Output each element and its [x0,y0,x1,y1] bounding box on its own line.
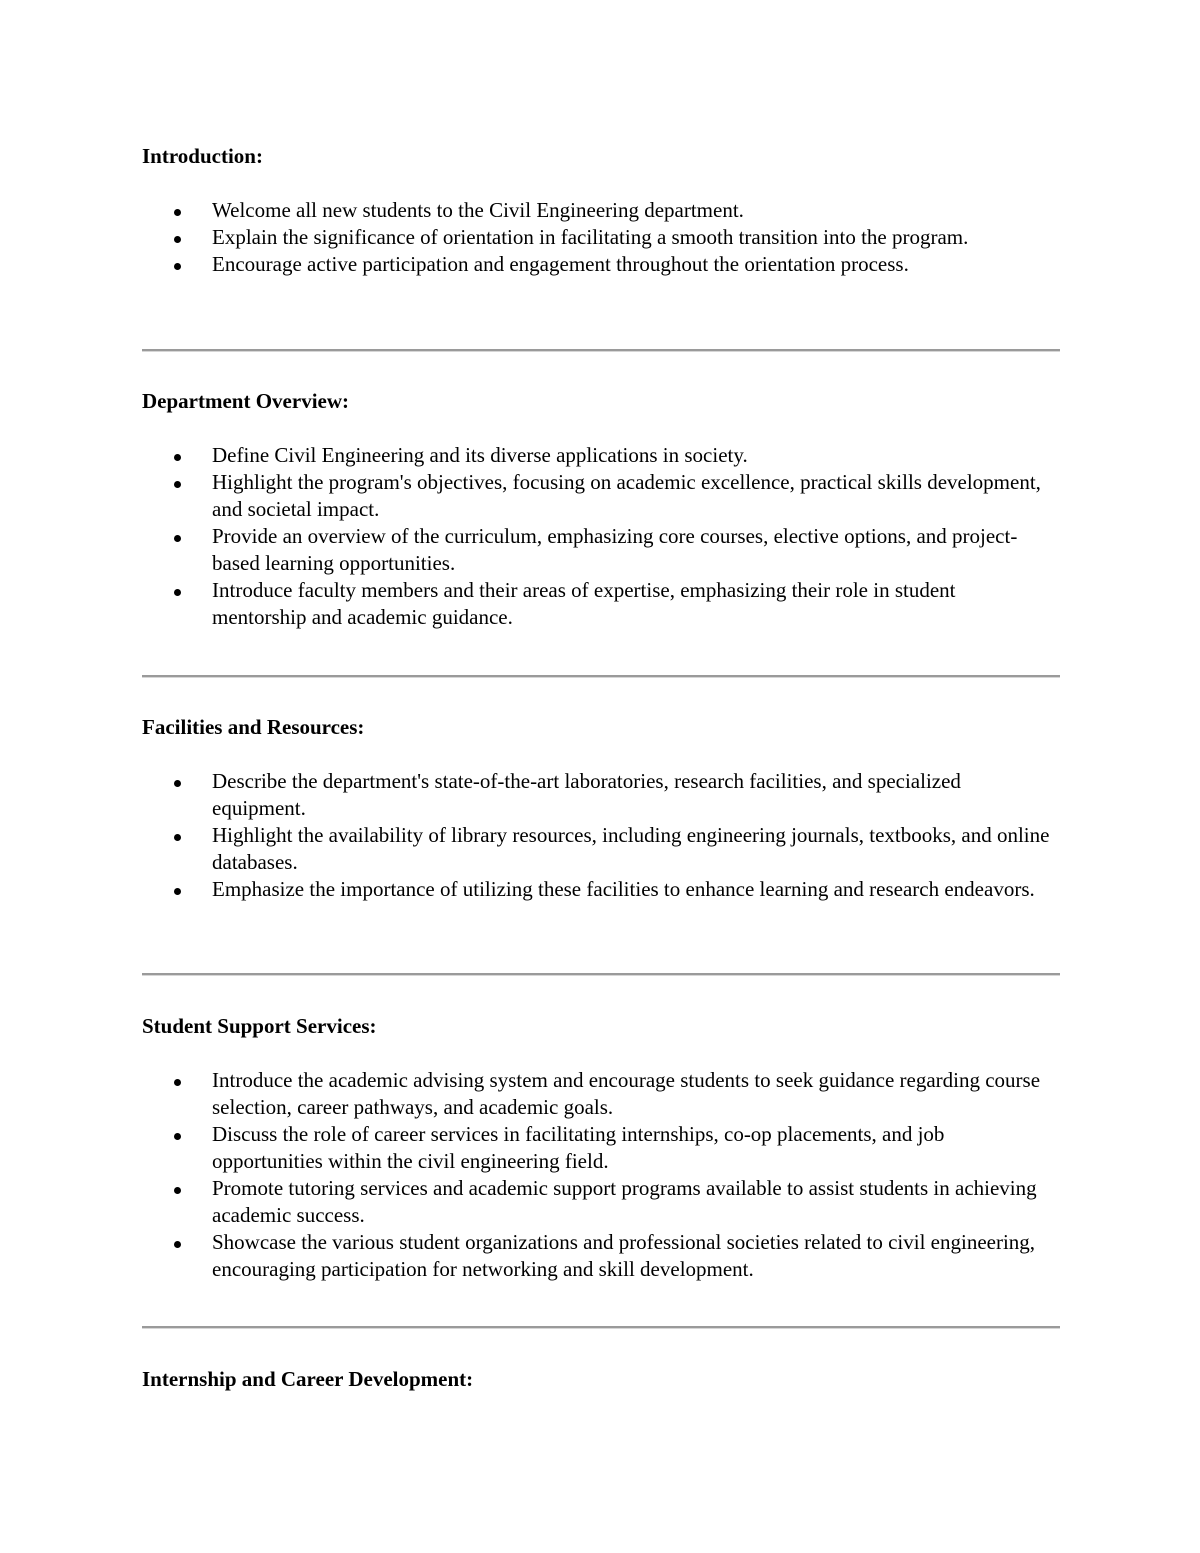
bullet-icon [174,454,181,461]
list-item [142,1067,1060,1121]
list-item [142,469,1060,523]
horizontal-divider [142,973,1060,976]
horizontal-divider [142,1326,1060,1329]
list-item-text: Emphasize the importance of utilizing these facilities to enhance learning and research endeavors. [212,877,1035,901]
bullet-icon [174,263,181,270]
bullet-icon [174,481,181,488]
bullet-icon [174,1241,181,1248]
list-item-text: Promote tutoring services and academic support programs available to assist students in achieving academic success. [212,1176,1037,1227]
bullet-icon [174,535,181,542]
list-item [142,197,1060,224]
list-item-text: Introduce faculty members and their areas of expertise, emphasizing their role in student mentorship and academic guidance. [212,578,956,629]
bullet-icon [174,236,181,243]
list-item [142,251,1060,278]
section-introduction [142,143,1060,278]
bullet-icon [174,834,181,841]
list-item [142,768,1060,822]
list-item-text: Introduce the academic advising system and encourage students to seek guidance regarding course selection, career pathways, and academic goals. [212,1068,1041,1119]
section-heading: Department Overview: [142,389,350,413]
horizontal-divider [142,675,1060,678]
list-item-text: Define Civil Engineering and its diverse applications in society. [212,443,748,467]
bullet-icon [174,888,181,895]
bullet-icon [174,780,181,787]
bullet-icon [174,1079,181,1086]
list-item-text: Discuss the role of career services in facilitating internships, co-op placements, and job opportunities within the civil engineering field. [212,1122,945,1173]
bullet-list [142,442,1060,631]
section-heading: Student Support Services: [142,1014,377,1038]
list-item [142,1121,1060,1175]
bullet-list [142,197,1060,278]
section-facilities-resources [142,714,1060,903]
list-item [142,523,1060,577]
list-item-text: Provide an overview of the curriculum, emphasizing core courses, elective options, and project-based learning opportunities. [212,524,1018,575]
section-internship-career [142,1366,1060,1393]
bullet-icon [174,209,181,216]
list-item-text: Welcome all new students to the Civil Engineering department. [212,198,744,222]
list-item-text: Encourage active participation and engagement throughout the orientation process. [212,252,909,276]
list-item [142,1229,1060,1283]
list-item-text: Highlight the program's objectives, focusing on academic excellence, practical skills development, and societal impact. [212,470,1041,521]
horizontal-divider [142,349,1060,352]
list-item-text: Explain the significance of orientation in facilitating a smooth transition into the program. [212,225,969,249]
bullet-icon [174,1133,181,1140]
list-item [142,822,1060,876]
list-item [142,577,1060,631]
bullet-list [142,1067,1060,1283]
section-department-overview [142,388,1060,631]
bullet-list [142,768,1060,903]
list-item-text: Highlight the availability of library resources, including engineering journals, textbooks, and online databases. [212,823,1050,874]
list-item [142,1175,1060,1229]
section-heading: Facilities and Resources: [142,715,365,739]
list-item-text: Showcase the various student organizations and professional societies related to civil engineering, encouraging participation for networking and skill development. [212,1230,1036,1281]
section-heading: Introduction: [142,144,263,168]
list-item [142,224,1060,251]
bullet-icon [174,1187,181,1194]
list-item [142,876,1060,903]
bullet-icon [174,589,181,596]
section-heading: Internship and Career Development: [142,1367,474,1391]
list-item [142,442,1060,469]
list-item-text: Describe the department's state-of-the-art laboratories, research facilities, and specialized equipment. [212,769,961,820]
section-student-support [142,1013,1060,1283]
